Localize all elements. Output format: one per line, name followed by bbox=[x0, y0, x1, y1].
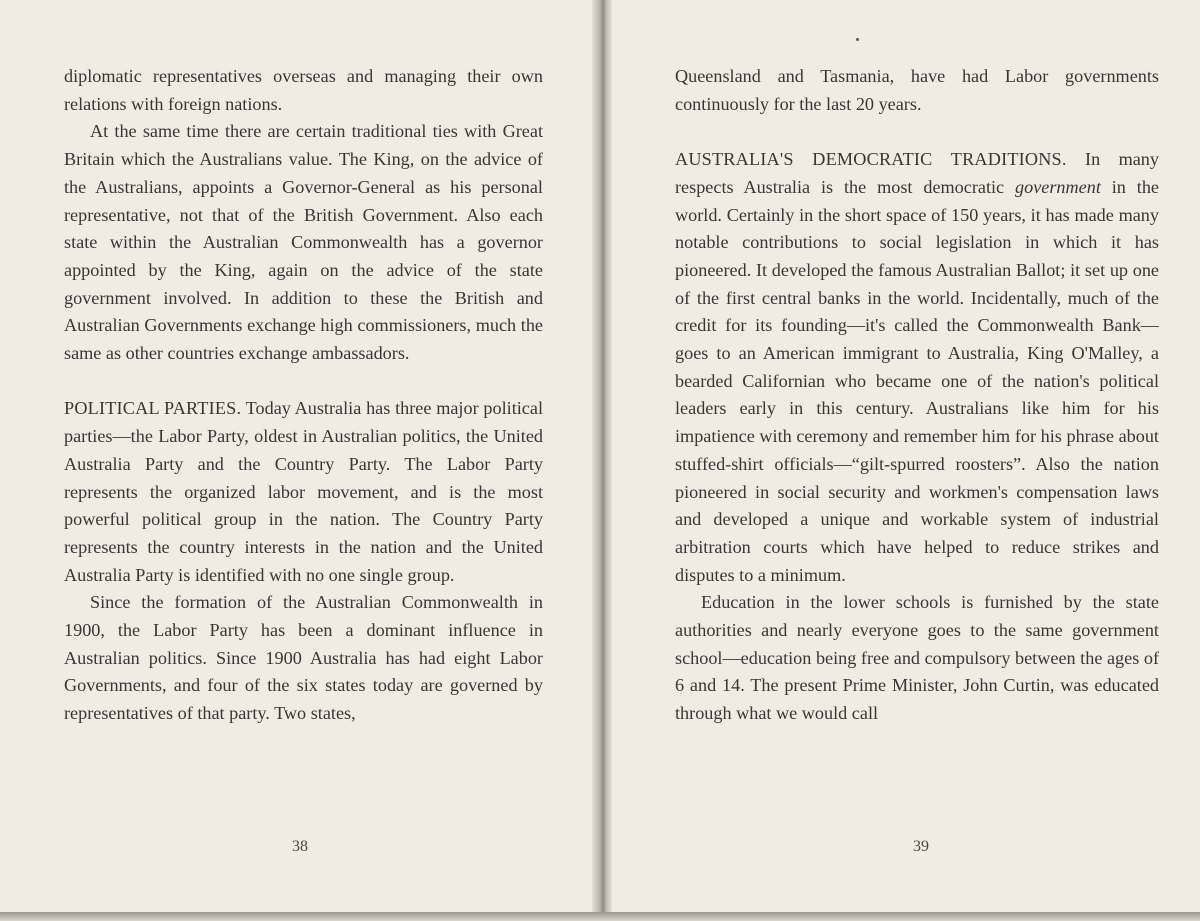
right-page bbox=[606, 0, 1200, 912]
section-heading: POLITICAL PARTIES. bbox=[64, 398, 242, 419]
emphasized-word: government bbox=[1015, 176, 1101, 197]
section-text: In many respects Australia is the most democratic bbox=[675, 149, 1159, 197]
scan-bottom-edge bbox=[0, 912, 1200, 921]
paragraph: diplomatic representatives overseas and managing their own relations with foreign nations. bbox=[64, 66, 543, 114]
left-page-text bbox=[64, 63, 543, 728]
page-number-right: 39 bbox=[913, 838, 929, 855]
paragraph: Education in the lower schools is furnished by the state authorities and nearly everyone goes to the same government school—education being free and compulsory between the ages of 6 and 14. The present Prime Minister, John Curtin, was educated through what we would call bbox=[675, 592, 1159, 724]
section-text: Today Australia has three major political parties—the Labor Party, oldest in Australian politics, the United Australia Party and the Country Party. The Labor Party represents the organized labor movement, and is the most powerful political group in the nation. The Country Party represents the country interests in the nation and the United Australia Party is identified with no one single group. bbox=[64, 398, 544, 585]
paragraph: Since the formation of the Australian Commonwealth in 1900, the Labor Party has been a dominant influence in Australian politics. Since 1900 Australia has had eight Labor Governments, and four of the six states today are governed by representatives of that party. Two states, bbox=[64, 592, 543, 724]
paragraph: At the same time there are certain traditional ties with Great Britain which the Australians value. The King, on the advice of the Australians, appoints a Governor-General as his personal representative, not that of the British Government. Also each state within the Australian Commonwealth has a governor appointed by the King, again on the advice of the state government involved. In addition to these the British and Australian Governments exchange high commissioners, much the same as other countries exchange ambassadors. bbox=[64, 121, 543, 364]
right-page-text bbox=[675, 63, 1159, 728]
paper-speck bbox=[856, 38, 859, 41]
page-number-left: 38 bbox=[292, 838, 308, 855]
section-paragraph bbox=[64, 395, 543, 589]
section-text: in the world. Certainly in the short space of 150 years, it has made many notable contributions to social legislation in which it has pioneered. It developed the famous Australian Ballot; it set up one of the first central banks in the world. Incidentally, much of the credit for its founding—it's called the Commonwealth Bank—goes to an American immigrant to Australia, King O'Malley, a bearded Californian who became one of the nation's political leaders early in this century. Australians like him for his impatience with ceremony and remember him for his phrase about stuffed-shirt officials—“gilt-spurred roosters”. Also the nation pioneered in social security and workmen's compensation laws and developed a unique and workable system of industrial arbitration courts which have helped to reduce strikes and disputes to a minimum. bbox=[675, 176, 1159, 585]
section-heading: AUSTRALIA'S DEMOCRATIC TRADITIONS. bbox=[675, 149, 1067, 170]
paragraph: Queensland and Tasmania, have had Labor governments continuously for the last 20 years. bbox=[675, 66, 1159, 114]
book-gutter bbox=[592, 0, 612, 912]
section-paragraph bbox=[675, 146, 1159, 589]
left-page bbox=[0, 0, 598, 912]
